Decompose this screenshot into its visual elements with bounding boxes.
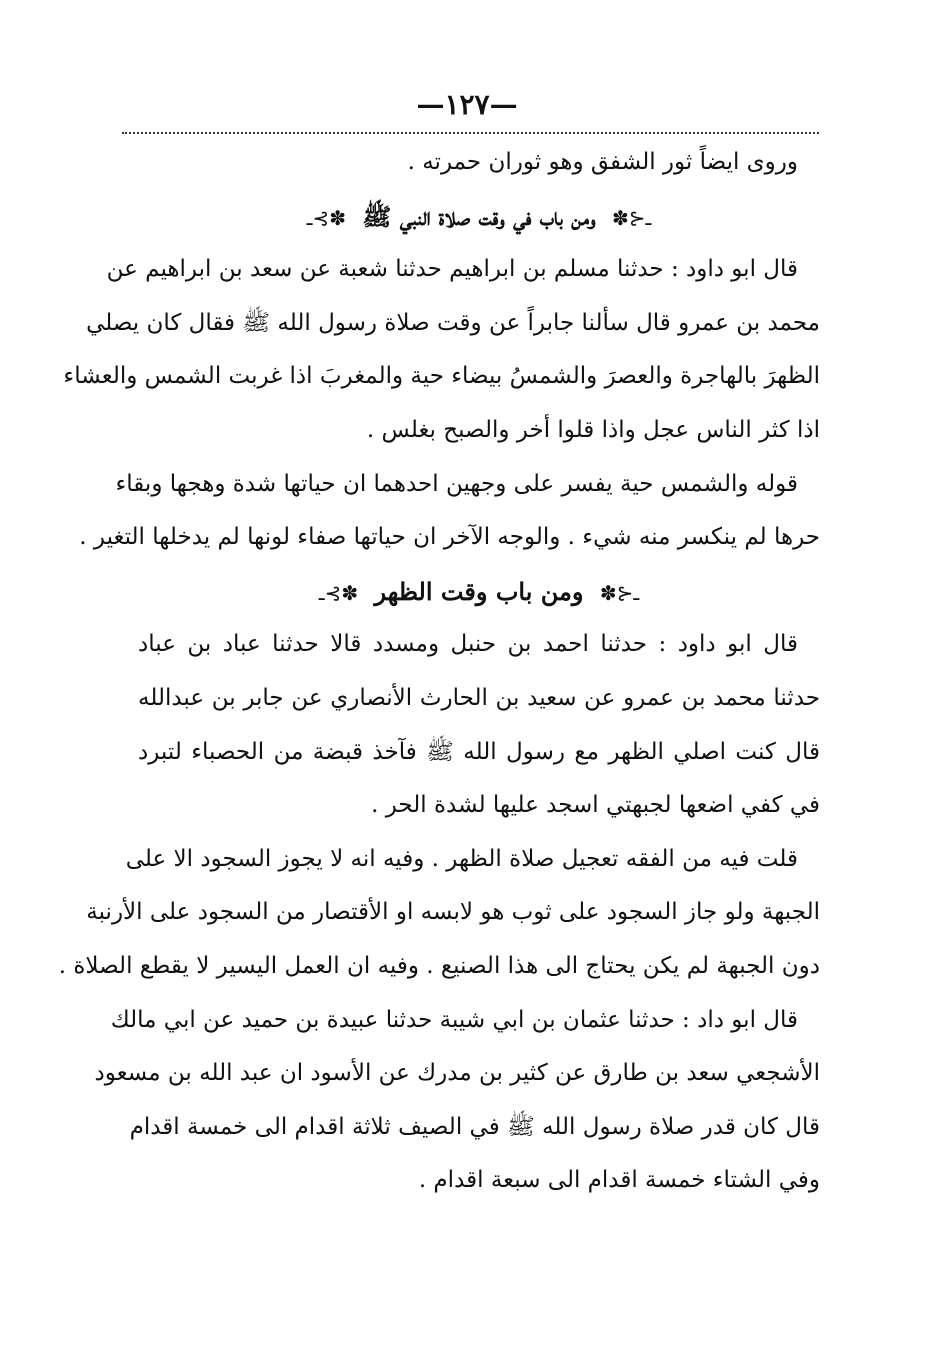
header-rule [122,132,819,134]
text-line: قوله والشمس حية يفسر على وجهين احدهما ان حياتها شدة وهجها وبقاء [115,470,798,497]
text-line: في كفي اضعها لجبهتي اسجد عليها لشدة الحر . [371,792,820,819]
section-heading [138,190,820,244]
text-line: قلت فيه من الفقه تعجيل صلاة الظهر . وفيه انه لا يجوز السجود الا على [125,845,798,872]
text-line: حرها لم ينكسر منه شيء . والوجه الآخر ان حياتها صفاء لونها لم يدخلها التغير . [79,524,820,551]
ornament-left-icon: ✽⊱ـ [318,580,359,605]
text-line: قال ابو داود : حدثنا مسلم بن ابراهيم حدثنا شعبة عن سعد بن ابراهيم عن [106,256,798,283]
text-line: قال ابو داد : حدثنا عثمان بن ابي شيبة حدثنا عبيدة بن حميد عن ابي مالك [110,1006,798,1033]
text-line: الجبهة ولو جاز السجود على ثوب هو لابسه او الأقتصار من السجود على الأرنبة [86,899,820,926]
text-line: قال كنت اصلي الظهر مع رسول الله ﷺ فآخذ قبضة من الحصباء لتبرد [138,738,820,765]
text-line: قال ابو داود : حدثنا احمد بن حنبل ومسدد قالا حدثنا عباد بن عباد [138,631,798,658]
text-line: الأشجعي سعد بن طارق عن كثير بن مدرك عن الأسود ان عبد الله بن مسعود [94,1060,820,1087]
text-line: وفي الشتاء خمسة اقدام الى سبعة اقدام . [418,1167,820,1194]
text-line: دون الجبهة لم يكن يحتاج الى هذا الصنيع . وفيه ان العمل اليسير لا يقطع الصلاة . [58,952,820,979]
section-heading-text: ومن باب في وقت صلاة النبي ﷺ [362,201,596,231]
page-number: —١٢٧— [416,88,518,121]
section-heading [138,565,820,619]
ornament-left-icon: ✽⊱ـ [306,205,347,230]
section-heading-text: ومن باب وقت الظهر [374,576,584,606]
text-line: قال كان قدر صلاة رسول الله ﷺ في الصيف ثلاثة اقدام الى خمسة اقدام [129,1113,820,1140]
text-line: الظهرَ بالهاجرة والعصرَ والشمسُ بيضاء حية والمغربَ اذا غربت الشمس والعشاء [63,363,820,390]
text-line: اذا كثر الناس عجل واذا قلوا أخر والصبح بغلس . [366,416,820,443]
ornament-right-icon: ـ⊰✽ [611,205,652,230]
text-line: محمد بن عمرو قال سألنا جابراً عن وقت صلاة رسول الله ﷺ فقال كان يصلي [86,309,820,336]
ornament-right-icon: ـ⊰✽ [599,580,640,605]
text-line: حدثنا محمد بن عمرو عن سعيد بن الحارث الأنصاري عن جابر بن عبدالله [138,684,820,711]
page-body [58,136,820,1208]
text-line: وروى ايضاً ثور الشفق وهو ثوران حمرته . [407,149,798,175]
